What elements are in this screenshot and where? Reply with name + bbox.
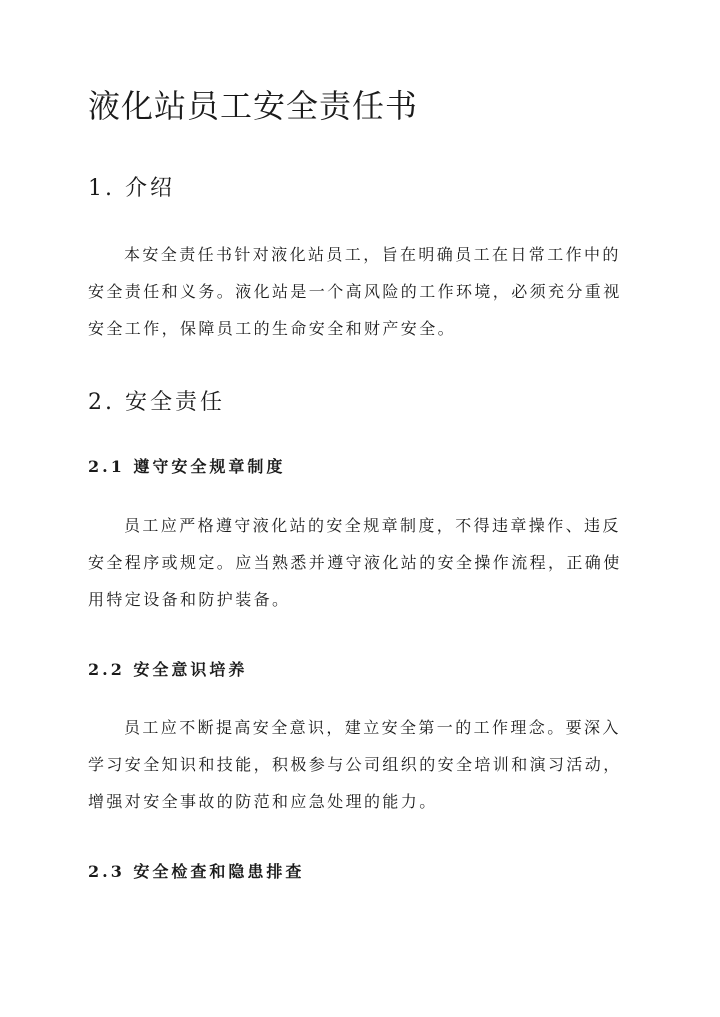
rules-paragraph	[88, 507, 633, 618]
paragraph-line: 用特定设备和防护装备。	[88, 590, 291, 609]
section-heading-introduction: 1. 介绍	[88, 176, 175, 201]
document-title: 液化站员工安全责任书	[88, 87, 419, 125]
paragraph-line: 安全程序或规定。应当熟悉并遵守液化站的安全操作流程，正确使	[88, 553, 622, 572]
subsection-heading-awareness: 2.2 安全意识培养	[88, 660, 248, 679]
awareness-paragraph	[88, 709, 633, 820]
paragraph-line: 学习安全知识和技能，积极参与公司组织的安全培训和演习活动，	[88, 755, 622, 774]
section-heading-safety-responsibility: 2. 安全责任	[88, 390, 225, 415]
paragraph-line: 安全工作，保障员工的生命安全和财产安全。	[88, 319, 457, 338]
introduction-paragraph	[88, 236, 633, 347]
paragraph-line: 安全责任和义务。液化站是一个高风险的工作环境，必须充分重视	[88, 282, 622, 301]
subsection-heading-inspection: 2.3 安全检查和隐患排查	[88, 862, 305, 881]
paragraph-line: 本安全责任书针对液化站员工，旨在明确员工在日常工作中的	[124, 245, 621, 264]
paragraph-line: 员工应不断提高安全意识，建立安全第一的工作理念。要深入	[124, 718, 621, 737]
subsection-heading-rules: 2.1 遵守安全规章制度	[88, 457, 286, 476]
paragraph-line: 员工应严格遵守液化站的安全规章制度，不得违章操作、违反	[124, 516, 621, 535]
paragraph-line: 增强对安全事故的防范和应急处理的能力。	[88, 792, 438, 811]
